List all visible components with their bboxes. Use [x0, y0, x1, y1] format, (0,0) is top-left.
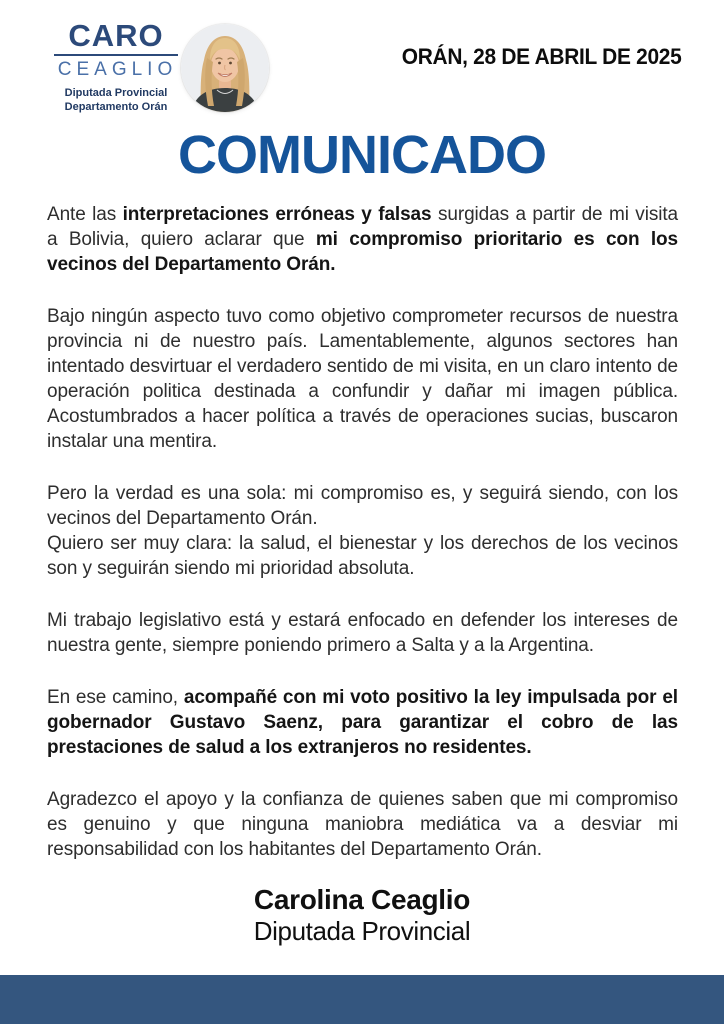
- page-title: COMUNICADO: [178, 125, 546, 185]
- logo-divider: [54, 54, 178, 56]
- paragraph-2: Bajo ningún aspecto tuvo como objetivo comprometer recursos de nuestra provincia ni de nuestro país. Lamentablemente, algunos sectores han intentado desvirtuar el verdadero sentido de mi visita, en un claro intento de operación politica destinada a confundir y dañar mi imagen pública. Acostumbrados a hacer política a través de operaciones sucias, buscaron instalar una mentira.: [47, 306, 678, 452]
- paragraph-1: Ante las interpretaciones erróneas y falsas surgidas a partir de mi visita a Bolivia, quiero aclarar que mi compromiso prioritario es con los vecinos del Departamento Orán.: [47, 204, 678, 275]
- paragraph-6: Agradezco el apoyo y la confianza de quienes saben que mi compromiso es genuino y que ninguna maniobra mediática va a desviar mi responsabilidad con los habitantes del Departamento Orán.: [47, 789, 678, 860]
- signature-role: Diputada Provincial: [253, 916, 471, 946]
- paragraph-4: Mi trabajo legislativo está y estará enfocado en defender los intereses de nuestra gente, siempre poniendo primero a Salta y a la Argentina.: [47, 610, 678, 656]
- signature-name: Carolina Ceaglio: [253, 884, 471, 915]
- signature-block: [0, 884, 724, 947]
- logo-subtitle-department: Departamento Orán: [64, 101, 168, 113]
- paragraph-5: En ese camino, acompañé con mi voto positivo la ley impulsada por el gobernador Gustavo Saenz, para garantizar el cobro de las prestaciones de salud a los extranjeros no residentes.: [47, 687, 678, 758]
- communique-body: [47, 202, 678, 862]
- logo: [54, 20, 178, 114]
- footer-bar: [0, 975, 724, 1024]
- header: [0, 0, 724, 118]
- logo-subtitle-role: Diputada Provincial: [64, 87, 168, 99]
- portrait-photo: [181, 24, 269, 112]
- portrait-photo-illustration: [181, 24, 269, 112]
- logo-caro: CARO: [68, 18, 164, 53]
- logo-ceaglio: CEAGLIO: [57, 59, 178, 80]
- date-line: ORÁN, 28 DE ABRIL DE 2025: [401, 44, 681, 69]
- paragraph-3: Pero la verdad es una sola: mi compromiso es, y seguirá siendo, con los vecinos del Departamento Orán. Quiero ser muy clara: la salud, el bienestar y los derechos de los vecinos son y seguirán siendo mi prioridad absoluta.: [47, 483, 678, 579]
